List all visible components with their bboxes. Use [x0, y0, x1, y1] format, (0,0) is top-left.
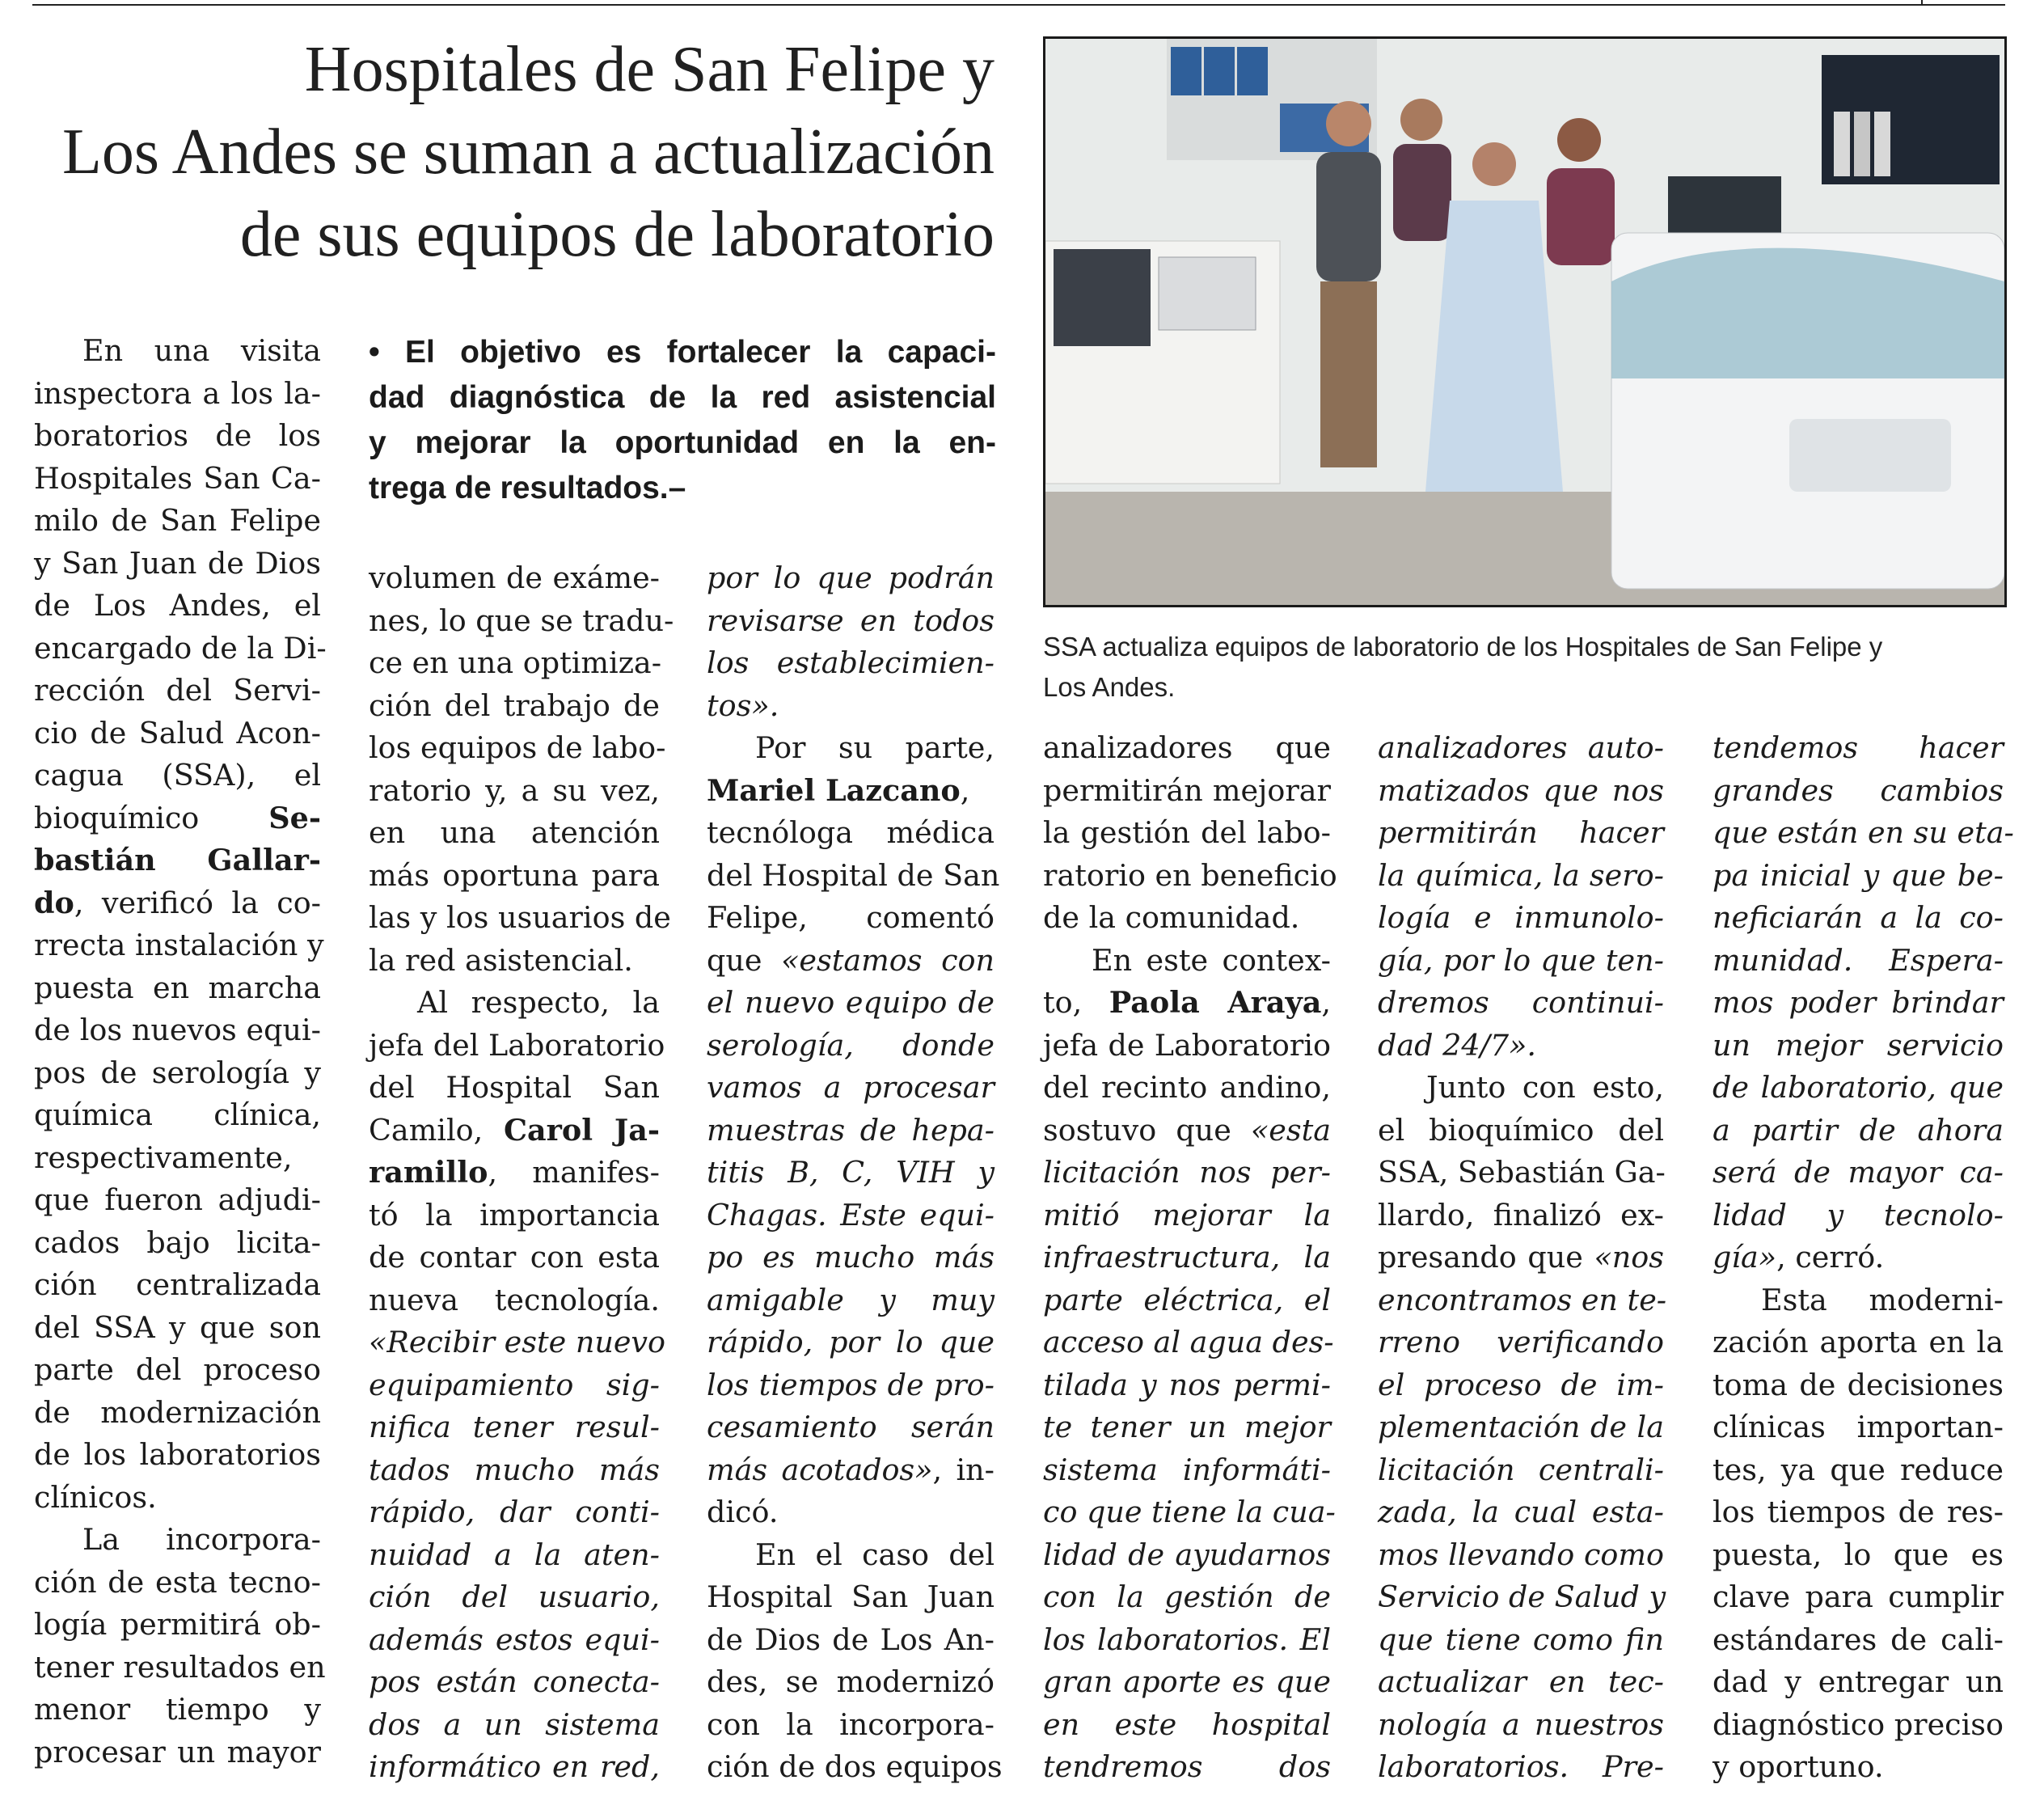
text-run: que — [707, 942, 782, 978]
text-line: ción de esta tecno- — [34, 1564, 321, 1600]
text-line: el bioquímico del — [1378, 1112, 1664, 1148]
quote-line: analizadores auto- — [1378, 730, 1664, 765]
photo-analyzer-window — [1611, 248, 2004, 378]
photo-monitor — [1054, 249, 1151, 346]
text-run: , — [1321, 985, 1331, 1020]
quote-line: equipamiento sig- — [369, 1367, 660, 1402]
text-line: clínicas importan- — [1712, 1410, 2004, 1444]
article-column-4 — [1043, 727, 1337, 1789]
text-line: volumen de exáme- — [369, 560, 660, 595]
photo-file — [1834, 112, 1850, 176]
text-run: , manifes- — [488, 1155, 660, 1190]
quote-line: rápido, por lo que — [707, 1325, 995, 1359]
text-line: encargado de la Di- — [34, 630, 327, 666]
text-line: puesta en marcha — [34, 970, 321, 1005]
text-line: jefa de Laboratorio — [1043, 1027, 1331, 1063]
quote-line: tilada y nos permi- — [1043, 1367, 1331, 1402]
lead-bullet — [369, 330, 996, 511]
quote-line: permitirán hacer — [1378, 815, 1664, 850]
text-line: Esta moderni- — [1761, 1282, 2004, 1317]
text-line — [34, 839, 321, 882]
text-line — [1043, 1110, 1331, 1152]
person-name: Carol Ja- — [503, 1112, 660, 1148]
text-line: SSA, Sebastián Ga- — [1378, 1155, 1666, 1190]
quote-line: amigable y muy — [707, 1282, 995, 1317]
article-column-2 — [369, 557, 674, 1789]
text-line: que fueron adjudi- — [34, 1182, 321, 1217]
text-line: los equipos de labo- — [369, 730, 666, 765]
lead-line: dad diagnóstica de la red asistencial — [369, 380, 996, 415]
quote-line: po es mucho más — [707, 1240, 995, 1275]
quote-line: licitación nos per- — [1043, 1155, 1331, 1190]
quote-line: Servicio de Salud y — [1378, 1579, 1666, 1614]
text-line: procesar un mayor — [34, 1734, 321, 1769]
photo-caption — [1043, 627, 2005, 708]
top-rule-mark — [1921, 0, 1923, 6]
text-line: permitirán mejorar — [1043, 772, 1331, 808]
text-line: las y los usuarios de — [369, 900, 671, 935]
lead-line: • El objetivo es fortalecer la capaci- — [369, 335, 996, 370]
quote-line: infraestructura, la — [1043, 1240, 1331, 1275]
photo-person-head — [1326, 101, 1371, 146]
text-line — [707, 770, 995, 813]
text-line: respectivamente, — [34, 1139, 293, 1175]
text-line: más oportuna para — [369, 857, 660, 893]
quote-line: acceso al agua des- — [1043, 1325, 1334, 1359]
lab-scene-illustration — [1045, 39, 2004, 605]
text-line: en una atención — [369, 815, 660, 850]
text-line: ción del trabajo de — [369, 687, 660, 723]
text-line: zación aporta en la — [1712, 1325, 2004, 1359]
text-line: rección del Servi- — [34, 673, 321, 708]
text-line: pos de serología y — [34, 1055, 321, 1090]
text-line: ción centralizada — [34, 1267, 321, 1302]
quote-line: mitió mejorar la — [1043, 1197, 1331, 1232]
caption-line: SSA actualiza equipos de laboratorio de los Hospitales de San Felipe y — [1043, 632, 1883, 662]
quote-line: el nuevo equipo de — [707, 985, 995, 1020]
quote-line: matizados que nos — [1378, 772, 1664, 808]
quote-line: tendemos hacer — [1712, 730, 2004, 765]
quote-line: parte eléctrica, el — [1043, 1282, 1331, 1317]
text-line — [1712, 1237, 2004, 1279]
photo-binder — [1171, 47, 1201, 95]
quote-line: pos están conecta- — [369, 1664, 660, 1699]
text-line: parte del proceso — [34, 1352, 321, 1387]
quote-line: dad 24/7». — [1378, 1027, 1536, 1063]
text-line: rrecta instalación y — [34, 928, 324, 962]
quote-line: vamos a procesar — [707, 1070, 995, 1105]
quote-line: informático en red, — [369, 1749, 660, 1784]
article-column-1 — [34, 330, 327, 1774]
text-line: la red asistencial. — [369, 942, 633, 978]
text-line: milo de San Felipe — [34, 503, 321, 538]
quote-line: tados mucho más — [369, 1452, 660, 1487]
person-name: Mariel Lazcano — [707, 772, 961, 808]
text-line: llardo, finalizó ex- — [1378, 1197, 1664, 1232]
quote-run: «estamos con — [781, 942, 995, 978]
quote-line: actualizar en tec- — [1378, 1664, 1664, 1699]
quote-line: licitación centrali- — [1378, 1452, 1664, 1487]
person-name: Paola Araya — [1109, 985, 1322, 1020]
quote-line: rápido, dar conti- — [369, 1495, 660, 1529]
text-line: nes, lo que se tradu- — [369, 602, 674, 638]
lead-line: y mejorar la oportunidad en la en- — [369, 425, 996, 460]
text-line: de Los Andes, el — [34, 588, 321, 623]
quote-line: «Recibir este nuevo — [369, 1325, 666, 1359]
quote-line: nuidad a la aten- — [369, 1537, 660, 1572]
text-line: los tiempos de res- — [1712, 1495, 2004, 1529]
headline-line: Hospitales de San Felipe y — [304, 34, 995, 105]
text-line: Junto con esto, — [1426, 1070, 1664, 1105]
quote-line: nología a nuestros — [1378, 1706, 1664, 1742]
text-line — [34, 797, 321, 840]
text-line: del SSA y que son — [34, 1309, 321, 1345]
photo-person-body — [1393, 144, 1451, 241]
photo-instrument — [1159, 257, 1256, 330]
quote-line: gran aporte es que — [1043, 1664, 1331, 1699]
caption-line: Los Andes. — [1043, 672, 1176, 702]
quote-line: encontramos en te- — [1378, 1282, 1667, 1317]
text-line: de modernización — [34, 1394, 321, 1430]
quote-line: de laboratorio, que — [1712, 1070, 2004, 1105]
quote-line: titis B, C, VIH y — [707, 1155, 995, 1190]
quote-line: pa inicial y que be- — [1712, 857, 2004, 893]
quote-line: tos». — [707, 687, 779, 723]
article-column-3 — [707, 557, 1003, 1789]
text-line: puesta, lo que es — [1712, 1537, 2004, 1572]
quote-line: los establecimien- — [707, 645, 995, 680]
text-line: Hospitales San Ca- — [34, 460, 321, 496]
quote-line: co que tiene la cua- — [1043, 1495, 1336, 1529]
text-line: nueva tecnología. — [369, 1282, 660, 1317]
text-run: , in- — [932, 1452, 995, 1487]
text-line: tes, ya que reduce — [1712, 1452, 2004, 1487]
text-line: dad y entregar un — [1712, 1664, 2004, 1699]
quote-line: ción del usuario, — [369, 1579, 660, 1614]
text-line: con la incorpora- — [707, 1706, 995, 1742]
text-line: ción de dos equipos — [707, 1749, 1003, 1784]
photo-person-body — [1316, 152, 1381, 281]
text-line: la gestión del labo- — [1043, 815, 1331, 850]
quote-line: que están en su eta- — [1712, 815, 2014, 850]
photo-analyzer-tray — [1789, 419, 1951, 492]
text-line: cados bajo licita- — [34, 1224, 321, 1260]
photo-person-legs — [1320, 281, 1377, 467]
text-line: estándares de cali- — [1712, 1621, 2004, 1657]
text-line — [707, 940, 995, 983]
text-line: cio de Salud Acon- — [34, 715, 321, 750]
quote-line: gía, por lo que ten- — [1378, 942, 1664, 978]
quote-run: más acotados» — [707, 1452, 933, 1487]
text-line — [707, 1449, 995, 1492]
quote-line: logía e inmunolo- — [1378, 900, 1664, 935]
text-line: del Hospital San — [369, 1070, 660, 1105]
quote-line: rreno verificando — [1378, 1325, 1664, 1359]
quote-line: dremos continui- — [1378, 985, 1664, 1020]
text-run: presando que — [1378, 1240, 1594, 1275]
text-line: Al respecto, la — [417, 985, 660, 1020]
text-line: cagua (SSA), el — [34, 758, 321, 793]
text-line: inspectora a los la- — [34, 375, 321, 411]
photo-person-body — [1547, 168, 1615, 265]
quote-line: por lo que podrán — [707, 560, 995, 595]
headline — [24, 28, 995, 276]
text-line: de la comunidad. — [1043, 900, 1300, 935]
quote-line: mos poder brindar — [1712, 985, 2004, 1020]
text-line: de contar con esta — [369, 1240, 660, 1275]
photo-binder — [1204, 47, 1235, 95]
quote-line: te tener un mejor — [1043, 1410, 1331, 1444]
article-photo — [1043, 36, 2007, 607]
text-line: y oportuno. — [1712, 1749, 1884, 1784]
text-line: Por su parte, — [755, 730, 995, 765]
photo-person-gown — [1425, 201, 1563, 492]
text-line: des, se modernizó — [707, 1664, 995, 1699]
text-run: , verificó la co- — [74, 885, 321, 920]
text-line — [34, 882, 321, 925]
top-rule — [32, 4, 2005, 6]
text-run: sostuvo que — [1043, 1112, 1251, 1148]
quote-line: la química, la sero- — [1378, 857, 1664, 893]
quote-line: muestras de hepa- — [707, 1112, 995, 1148]
text-line: En una visita — [82, 333, 321, 368]
text-line — [369, 1110, 660, 1152]
text-run: , — [960, 772, 970, 808]
photo-person-head — [1472, 142, 1516, 186]
photo-file — [1874, 112, 1890, 176]
quote-line: lidad de ayudarnos — [1043, 1537, 1331, 1572]
text-line — [369, 1152, 660, 1194]
quote-line: zada, la cual esta- — [1378, 1495, 1664, 1529]
photo-person-head — [1557, 118, 1601, 162]
quote-line: dos a un sistema — [369, 1706, 660, 1742]
lead-line: trega de resultados.– — [369, 471, 686, 505]
text-line: ratorio y, a su vez, — [369, 772, 660, 808]
article-column-5 — [1378, 727, 1667, 1789]
quote-run: «esta — [1250, 1112, 1331, 1148]
photo-binder — [1237, 47, 1268, 95]
text-line: y San Juan de Dios — [34, 545, 321, 581]
text-line: del recinto andino, — [1043, 1070, 1331, 1105]
text-line: menor tiempo y — [34, 1692, 321, 1727]
quote-line: sistema informáti- — [1043, 1452, 1331, 1487]
photo-file — [1854, 112, 1870, 176]
quote-line: los laboratorios. El — [1043, 1621, 1331, 1657]
quote-line: además estos equi- — [369, 1621, 660, 1657]
text-line: de los nuevos equi- — [34, 1013, 321, 1047]
text-line: de los laboratorios — [34, 1437, 321, 1472]
quote-line: los tiempos de pro- — [707, 1367, 995, 1402]
text-line: En el caso del — [755, 1537, 995, 1572]
quote-line: serología, donde — [707, 1027, 995, 1063]
text-run: Camilo, — [369, 1112, 504, 1148]
quote-line: neficiarán a la co- — [1712, 900, 2004, 935]
text-line: clave para cumplir — [1712, 1579, 2004, 1614]
quote-line: será de mayor ca- — [1712, 1155, 2004, 1190]
person-name: Se- — [268, 800, 321, 835]
headline-line: Los Andes se suman a actualización — [62, 116, 995, 188]
text-line: ce en una optimiza- — [369, 645, 662, 680]
text-line: boratorios de los — [34, 418, 321, 453]
text-line: clínicos. — [34, 1479, 157, 1515]
text-line: Felipe, comentó — [707, 900, 995, 935]
quote-line: que tiene como fin — [1378, 1621, 1664, 1657]
headline-line: de sus equipos de laboratorio — [239, 199, 995, 270]
quote-line: grandes cambios — [1712, 772, 2004, 808]
text-line: diagnóstico preciso — [1712, 1706, 2004, 1742]
text-line: dicó. — [707, 1495, 779, 1529]
quote-run: «nos — [1594, 1240, 1664, 1275]
person-name: bastián Gallar- — [34, 843, 321, 877]
quote-line: nifica tener resul- — [369, 1410, 660, 1444]
quote-line: revisarse en todos — [707, 602, 995, 638]
text-line: jefa del Laboratorio — [369, 1027, 665, 1063]
text-line: química clínica, — [34, 1097, 321, 1132]
text-line: toma de decisiones — [1712, 1367, 2004, 1402]
person-name: do — [34, 885, 74, 920]
quote-line: el proceso de im- — [1378, 1367, 1664, 1402]
quote-line: lidad y tecnolo- — [1712, 1197, 2004, 1232]
text-line: ratorio en beneficio — [1043, 857, 1337, 893]
quote-line: a partir de ahora — [1712, 1112, 2004, 1148]
text-line: analizadores que — [1043, 730, 1331, 765]
quote-line: en este hospital — [1043, 1706, 1331, 1742]
text-line — [1378, 1237, 1664, 1279]
photo-person-head — [1400, 99, 1442, 141]
text-line: logía permitirá ob- — [34, 1607, 321, 1642]
quote-line: tendremos dos — [1043, 1749, 1331, 1784]
text-line: de Dios de Los An- — [707, 1621, 995, 1657]
text-line: del Hospital de San — [707, 857, 1000, 893]
text-line: En este contex- — [1092, 942, 1331, 978]
text-line: tener resultados en — [34, 1649, 326, 1685]
text-line: tó la importancia — [369, 1197, 660, 1232]
text-line: La incorpora- — [82, 1522, 321, 1557]
person-name: ramillo — [369, 1155, 488, 1190]
quote-line: un mejor servicio — [1712, 1027, 2004, 1063]
text-run: to, — [1043, 985, 1109, 1020]
text-line: Hospital San Juan — [707, 1579, 995, 1614]
quote-line: munidad. Espera- — [1712, 942, 2004, 978]
quote-line: laboratorios. Pre- — [1378, 1749, 1664, 1784]
text-line: tecnóloga médica — [707, 815, 995, 850]
quote-line: mos llevando como — [1378, 1537, 1664, 1572]
text-run: bioquímico — [34, 800, 269, 835]
text-line — [1043, 982, 1331, 1025]
article-column-6 — [1712, 727, 2014, 1789]
quote-run: gía» — [1712, 1240, 1777, 1275]
quote-line: Chagas. Este equi- — [707, 1197, 995, 1232]
quote-line: con la gestión de — [1043, 1579, 1331, 1614]
quote-line: plementación de la — [1378, 1410, 1664, 1444]
text-run: , cerró. — [1776, 1240, 1885, 1275]
quote-line: cesamiento serán — [707, 1410, 995, 1444]
